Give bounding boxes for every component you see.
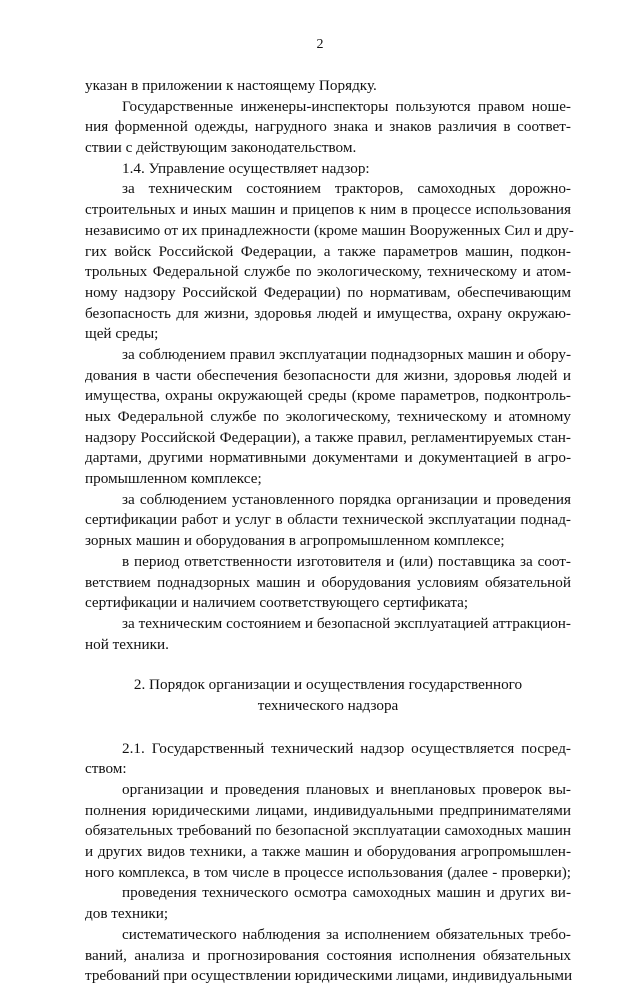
text-line: ваний, анализа и прогнозирования состояния исполнения обязательных (85, 946, 571, 964)
text-line: ния форменной одежды, нагрудного знака и знаков различия в соответ- (85, 118, 571, 136)
text-line: ветствием поднадзорных машин и оборудования условиям обязательной (85, 573, 571, 591)
text-line: ствии с действующим законодательством. (85, 139, 357, 157)
text-line: зорных машин и оборудования в агропромышленном комплексе; (85, 532, 505, 550)
text-line: систематического наблюдения за исполнением обязательных требо- (122, 925, 571, 943)
text-line: в период ответственности изготовителя и (или) поставщика за соот- (122, 552, 571, 570)
text-line: за техническим состоянием и безопасной эксплуатацией аттракцион- (122, 614, 571, 632)
section-heading-line: технического надзора (257, 696, 399, 714)
text-line: указан в приложении к настоящему Порядку. (85, 77, 377, 94)
text-line: ных Федеральной службе по экологическому, техническому и атомному (85, 408, 571, 425)
text-line: за соблюдением установленного порядка организации и проведения (122, 490, 571, 508)
text-line: безопасность для жизни, здоровья людей и имущества, охрану окружаю- (85, 304, 571, 322)
spacer (85, 655, 571, 675)
text-line: дования в части обеспечения безопасности для жизни, здоровья людей и (85, 366, 571, 384)
text-line: за соблюдением правил эксплуатации поднадзорных машин и обору- (122, 345, 571, 363)
text-line: проведения технического осмотра самоходных машин и других ви- (122, 884, 571, 902)
text-line: щей среды; (85, 325, 159, 343)
text-line: ной техники. (85, 635, 169, 653)
text-line: обязательных требований по безопасной эксплуатации самоходных машин (85, 822, 571, 840)
text-line: сертификации работ и услуг в области технической эксплуатации поднад- (85, 511, 571, 529)
text-line: гих войск Российской Федерации, а также параметров машин, подкон- (85, 242, 571, 260)
section-heading-line: 2. Порядок организации и осуществления государственного (133, 676, 523, 694)
text-line: надзору Российской Федерации), а также правил, регламентируемых стан- (85, 428, 571, 446)
text-line: и других видов техники, а также машин и оборудования агропромышлен- (85, 843, 571, 861)
text-line: имущества, охраны окружающей среды (кромe парaметров, подконтроль- (85, 387, 571, 405)
text-line: промышленном комплексе; (85, 470, 262, 488)
text-line: 1.4. Управление осуществляет надзор: (122, 159, 370, 177)
text-line: сертификации и наличием соответствующего сертификата; (85, 594, 469, 612)
document-body (85, 76, 574, 987)
text-line: ством: (85, 760, 127, 778)
text-line: ному надзору Российской Федерации) по нормативам, обеспечивающим (85, 283, 571, 301)
text-line: полнения юридическими лицами, индивидуальными предпринимателями (85, 801, 571, 819)
text-line: 2.1. Государственный технический надзор осуществляется посред- (122, 739, 571, 757)
spacer (85, 717, 571, 739)
text-line: требований при осуществлении юридическими лицами, индивидуальными (85, 967, 573, 985)
text-line: строительных и иных машин и прицепов к ним в процессе использования (85, 201, 571, 219)
text-line: Государственные инженеры-инспекторы пользуются правом ноше- (122, 97, 571, 115)
text-line: дов техники; (85, 905, 169, 923)
text-line: за техническим состоянием тракторов, самоходных дорожно- (122, 180, 571, 198)
text-line: независимо от их принадлежности (кроме машин Вооруженных Сил и дру- (85, 221, 574, 239)
text-line: ного комплекса, в том числе в процессе использования (далее - проверки); (85, 863, 571, 881)
text-line: организации и проведения плановых и внеплановых проверок вы- (122, 781, 571, 798)
text-line: трольных Федеральной службе по экологическому, техническому и атом- (85, 263, 571, 281)
text-line: дартами, другими нормативными документами и документацией в агро- (85, 449, 571, 467)
page-number: 2 (316, 37, 324, 52)
